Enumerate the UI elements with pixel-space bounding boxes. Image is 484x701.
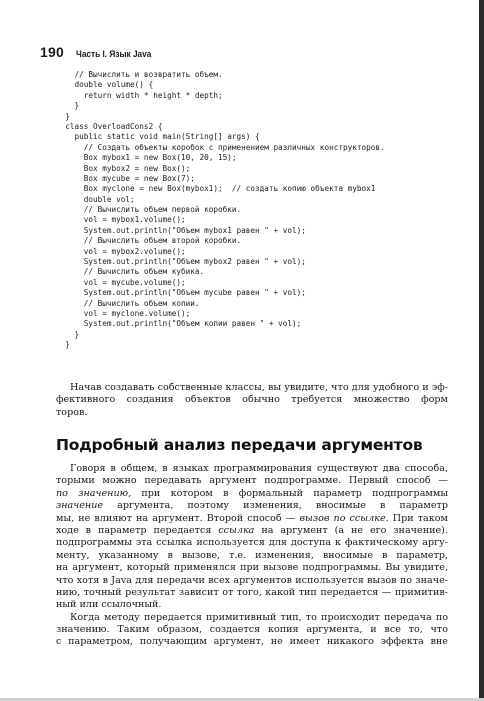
- text-line: [56, 475, 448, 487]
- code-line: public static void main(String[] args) {: [56, 132, 260, 142]
- emphasis-text: значение: [56, 500, 104, 512]
- text-line: торов.: [56, 406, 88, 418]
- code-listing: [56, 70, 385, 351]
- code-line: double vol;: [56, 194, 135, 204]
- text-line: [56, 525, 448, 537]
- text-span: на аргумент (а не его значение).: [261, 524, 448, 536]
- code-line: Box mybox2 = new Box();: [56, 163, 191, 173]
- code-line: // Вычислить объем копии.: [56, 298, 200, 308]
- code-line: Box mybox1 = new Box(10, 20, 15);: [56, 153, 237, 163]
- text-line: Говоря в общем, в языках программирования существуют два способа,: [70, 463, 448, 474]
- code-line: }: [56, 101, 80, 111]
- section-heading: Подробный анализ передачи аргументов: [56, 436, 423, 454]
- code-line: vol = mybox1.volume();: [56, 215, 186, 225]
- text-line: фективного создания объектов обычно требуется множество форм: [56, 394, 448, 406]
- body-paragraphs: [56, 463, 448, 649]
- emphasis-text: вызов по ссылке.: [299, 512, 389, 524]
- page-header: [40, 44, 158, 58]
- code-line: double volume() {: [56, 80, 154, 90]
- text-span: мы, не влияют на аргумент. Второй способ —: [56, 512, 296, 524]
- code-line: // Вычислить объем кубика.: [56, 267, 205, 277]
- text-line: подпрограммы эта ссылка используется для доступа к фактическому аргу-: [56, 537, 448, 549]
- text-line: что хотя в Java для передачи всех аргументов используется вызов по значе-: [56, 574, 448, 586]
- code-line: vol = mybox2.volume();: [56, 246, 186, 256]
- code-line: // Создать объекты коробок с применением различных конструкторов.: [56, 142, 385, 152]
- emphasis-text: по значению,: [56, 487, 132, 499]
- text-span: аргумента, поэтому изменения, вносимые в параметр: [117, 500, 448, 512]
- code-line: }: [56, 329, 80, 339]
- code-line: System.out.println("Объем копии равен " + vol);: [56, 319, 302, 329]
- text-line: на аргумент, который применялся при вызове подпрограммы. Вы увидите,: [56, 562, 448, 574]
- text-line: менту, указанному в вызове, т.е. изменения, вносимые в параметр,: [56, 549, 448, 561]
- code-line: // Вычислить и возвратить объем.: [56, 70, 223, 79]
- running-head: Часть I. Язык Java: [75, 49, 152, 59]
- text-line: Начав создавать собственные классы, вы увидите, что для удобного и эф-: [70, 382, 448, 393]
- page-number: 190: [40, 44, 64, 60]
- text-line: [56, 513, 448, 525]
- code-line: class OverloadCons2 {: [56, 121, 163, 131]
- intro-paragraph: [56, 382, 448, 419]
- code-line: System.out.println("Объем mybox1 равен " + vol);: [56, 225, 306, 235]
- code-line: }: [56, 111, 70, 121]
- text-line: нию, точный результат зависит от того, какой тип передается — примитив-: [56, 586, 448, 598]
- text-span: при котором в формальный параметр подпрограммы: [141, 487, 448, 499]
- code-line: return width * height * depth;: [56, 90, 223, 100]
- text-span: ходе в параметр передается: [56, 524, 212, 536]
- code-line: vol = mycube.volume();: [56, 277, 186, 287]
- code-line: Box myclone = new Box(mybox1); // создать копию объекта mybox1: [56, 184, 376, 194]
- text-line: ный или ссылочный.: [56, 599, 162, 611]
- text-line: значению. Таким образом, создается копия аргумента, и все то, что: [56, 624, 448, 636]
- text-line: Когда методу передается примитивный тип, то происходит передача по: [70, 611, 448, 623]
- page-edge-shadow: [479, 0, 484, 701]
- text-span: При таком: [392, 512, 448, 524]
- code-line: // Вычислить объем второй коробки.: [56, 236, 242, 246]
- code-line: System.out.println("Объем mycube равен " + vol);: [56, 288, 306, 298]
- text-line: [56, 500, 448, 512]
- emphasis-text: ссылка: [218, 524, 255, 536]
- code-line: System.out.println("Объем mybox2 равен " + vol);: [56, 257, 306, 267]
- text-line: с параметром, получающим аргумент, не имеет никакого эффекта вне: [56, 636, 448, 648]
- code-line: vol = myclone.volume();: [56, 308, 191, 318]
- code-line: Box mycube = new Box(7);: [56, 173, 195, 183]
- text-line: [56, 488, 448, 500]
- text-span: торыми можно передавать аргумент подпрограмме. Первый способ —: [56, 475, 448, 487]
- code-line: // Вычислить объем первой коробки.: [56, 205, 242, 215]
- code-line: }: [56, 340, 70, 350]
